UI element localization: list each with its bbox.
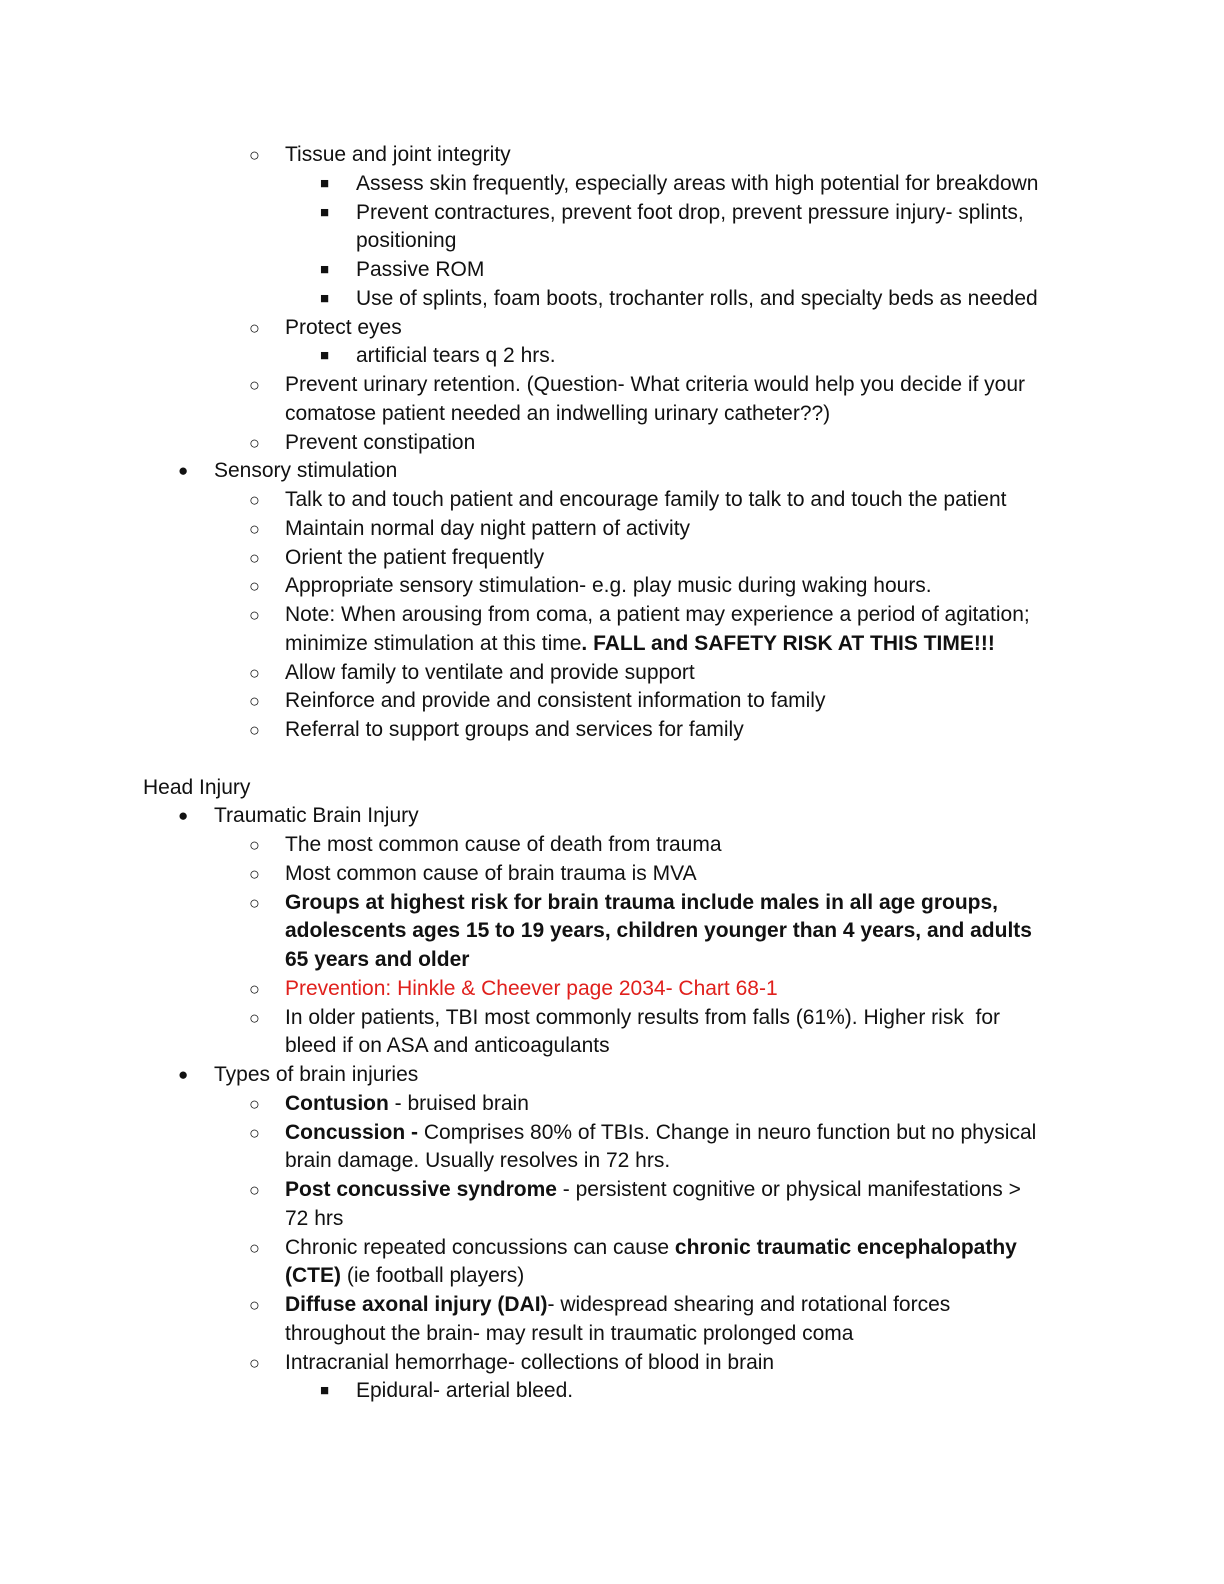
list-item-continuation: [0, 946, 1224, 975]
item-text: Note: When arousing from coma, a patient may experience a period of agitation;: [285, 603, 1030, 626]
item-text: Referral to support groups and services for family: [285, 718, 744, 741]
term: Concussion: [285, 1120, 406, 1144]
heading-text: Head Injury: [143, 775, 251, 799]
hollow-circle-bullet-icon: ○: [249, 1093, 260, 1114]
list-item-continuation: [0, 1032, 1224, 1061]
list-item-continuation: [0, 227, 1224, 256]
list-item: [0, 1291, 1224, 1320]
item-text: [285, 1291, 950, 1320]
list-item-continuation: [0, 1262, 1224, 1291]
item-text: 72 hrs: [285, 1206, 344, 1230]
list-item-continuation: [0, 1205, 1224, 1234]
filled-circle-bullet-icon: ●: [178, 461, 189, 481]
square-bullet-icon: ■: [320, 261, 330, 278]
hollow-circle-bullet-icon: ○: [249, 892, 260, 913]
prevention-reference: Prevention: Hinkle & Cheever page 2034- Chart 68-1: [285, 976, 778, 1000]
document-page: [0, 141, 1224, 1406]
list-item: [0, 1349, 1224, 1378]
item-text: Protect eyes: [285, 315, 402, 339]
list-item: [0, 515, 1224, 544]
hollow-circle-bullet-icon: ○: [249, 432, 260, 453]
hollow-circle-bullet-icon: ○: [249, 605, 260, 625]
item-text: [285, 630, 995, 659]
hollow-circle-bullet-icon: ○: [249, 662, 260, 683]
item-text: Types of brain injuries: [214, 1063, 419, 1086]
item-text: Sensory stimulation: [214, 459, 398, 483]
hollow-circle-bullet-icon: ○: [249, 490, 260, 510]
item-text: Intracranial hemorrhage- collections of blood in brain: [285, 1350, 775, 1374]
item-text: artificial tears q 2 hrs.: [356, 344, 556, 368]
list-item: [0, 975, 1224, 1004]
hollow-circle-bullet-icon: ○: [249, 317, 260, 338]
definition: - widespread shearing and rotational forces: [547, 1293, 951, 1316]
item-text: Epidural- arterial bleed.: [356, 1379, 574, 1403]
list-item: [0, 659, 1224, 688]
blank-line: [0, 745, 1224, 774]
list-item: [0, 716, 1224, 745]
item-text: Maintain normal day night pattern of activity: [285, 516, 691, 540]
item-text-normal: (ie football players): [341, 1264, 525, 1288]
list-item: [0, 802, 1224, 831]
hollow-circle-bullet-icon: ○: [249, 863, 260, 884]
term: Contusion: [285, 1091, 389, 1115]
hollow-circle-bullet-icon: ○: [249, 720, 260, 740]
item-text: Assess skin frequently, especially areas with high potential for breakdown: [356, 171, 1039, 195]
square-bullet-icon: ■: [320, 347, 330, 365]
item-text: brain damage. Usually resolves in 72 hrs.: [285, 1149, 671, 1173]
list-item: [0, 199, 1224, 228]
item-text: [285, 1119, 1036, 1148]
item-text: [285, 1176, 1021, 1205]
item-text: positioning: [356, 229, 457, 253]
list-item: [0, 1234, 1224, 1263]
hollow-circle-bullet-icon: ○: [249, 1007, 260, 1028]
list-item-continuation: [0, 400, 1224, 429]
item-text: [285, 1090, 529, 1119]
item-text: bleed if on ASA and anticoagulants: [285, 1034, 610, 1058]
list-item: [0, 572, 1224, 601]
item-text: 65 years and older: [285, 948, 470, 971]
item-text: comatose patient needed an indwelling urinary catheter??): [285, 401, 831, 425]
filled-circle-bullet-icon: ●: [178, 1065, 189, 1084]
list-item: [0, 170, 1224, 199]
item-text: [285, 1234, 1017, 1263]
safety-warning: . FALL and SAFETY RISK AT THIS TIME!!!: [581, 631, 995, 655]
hollow-circle-bullet-icon: ○: [249, 1122, 260, 1143]
list-item: [0, 314, 1224, 343]
item-text: In older patients, TBI most commonly results from falls (61%). Higher risk for: [285, 1005, 1001, 1029]
list-item: [0, 889, 1224, 918]
definition: Comprises 80% of TBIs. Change in neuro function but no physical: [423, 1120, 1037, 1144]
item-text: Most common cause of brain trauma is MVA: [285, 861, 697, 885]
hollow-circle-bullet-icon: ○: [249, 375, 260, 395]
hollow-circle-bullet-icon: ○: [249, 145, 260, 165]
item-text: Passive ROM: [356, 258, 485, 281]
list-item: [0, 544, 1224, 573]
item-text-normal: minimize stimulation at this time: [285, 631, 582, 655]
hollow-circle-bullet-icon: ○: [249, 1237, 260, 1258]
item-text: Tissue and joint integrity: [285, 143, 511, 166]
item-text: Use of splints, foam boots, trochanter rolls, and specialty beds as needed: [356, 286, 1038, 310]
list-item: [0, 141, 1224, 170]
item-text: Allow family to ventilate and provide support: [285, 660, 695, 684]
list-item: [0, 486, 1224, 515]
item-text: Appropriate sensory stimulation- e.g. play music during waking hours.: [285, 574, 932, 598]
list-item: [0, 860, 1224, 889]
separator: -: [405, 1120, 424, 1144]
list-item: [0, 601, 1224, 630]
item-text: The most common cause of death from trauma: [285, 833, 722, 856]
list-item: [0, 1061, 1224, 1090]
list-item: [0, 1119, 1224, 1148]
list-item: [0, 687, 1224, 716]
list-item: [0, 1090, 1224, 1119]
list-item: [0, 371, 1224, 400]
item-text: Prevent constipation: [285, 430, 476, 454]
list-item: [0, 342, 1224, 371]
item-text: Traumatic Brain Injury: [214, 804, 419, 828]
hollow-circle-bullet-icon: ○: [249, 1295, 260, 1315]
item-text: Prevent contractures, prevent foot drop, prevent pressure injury- splints,: [356, 200, 1024, 224]
square-bullet-icon: ■: [320, 289, 330, 307]
item-text: throughout the brain- may result in traumatic prolonged coma: [285, 1321, 854, 1345]
hollow-circle-bullet-icon: ○: [249, 1352, 260, 1373]
item-text: Groups at highest risk for brain trauma include males in all age groups,: [285, 890, 998, 914]
item-text: adolescents ages 15 to 19 years, children younger than 4 years, and adults: [285, 919, 1032, 943]
list-item-continuation: [0, 1147, 1224, 1176]
hollow-circle-bullet-icon: ○: [249, 547, 260, 568]
hollow-circle-bullet-icon: ○: [249, 576, 260, 597]
definition: - bruised brain: [388, 1091, 529, 1115]
term: chronic traumatic encephalopathy: [674, 1235, 1017, 1259]
square-bullet-icon: ■: [320, 1382, 330, 1400]
hollow-circle-bullet-icon: ○: [249, 1180, 260, 1200]
list-item: [0, 457, 1224, 486]
list-item: [0, 831, 1224, 860]
list-item-continuation: [0, 1320, 1224, 1349]
list-item-continuation: [0, 630, 1224, 659]
square-bullet-icon: ■: [320, 174, 330, 192]
list-item: [0, 1004, 1224, 1033]
list-item: [0, 429, 1224, 458]
item-text-normal: Chronic repeated concussions can cause: [285, 1235, 675, 1259]
term: Post concussive syndrome: [285, 1178, 557, 1201]
hollow-circle-bullet-icon: ○: [249, 978, 260, 999]
list-item: [0, 256, 1224, 285]
list-item: [0, 1176, 1224, 1205]
item-text: Orient the patient frequently: [285, 545, 545, 569]
term: Diffuse axonal injury (DAI): [285, 1293, 548, 1316]
item-text: Prevent urinary retention. (Question- What criteria would help you decide if your: [285, 373, 1026, 396]
list-item-continuation: [0, 917, 1224, 946]
list-item: [0, 285, 1224, 314]
filled-circle-bullet-icon: ●: [178, 806, 189, 826]
square-bullet-icon: ■: [320, 203, 330, 221]
list-item: [0, 1377, 1224, 1406]
definition: - persistent cognitive or physical manifestations >: [556, 1178, 1021, 1201]
term: (CTE): [285, 1264, 341, 1288]
item-text: Talk to and touch patient and encourage family to talk to and touch the patient: [285, 488, 1007, 511]
item-text: [285, 1262, 524, 1291]
section-heading: [0, 774, 1224, 803]
hollow-circle-bullet-icon: ○: [249, 835, 260, 855]
item-text: Reinforce and provide and consistent information to family: [285, 689, 826, 713]
hollow-circle-bullet-icon: ○: [249, 518, 260, 539]
hollow-circle-bullet-icon: ○: [249, 691, 260, 712]
